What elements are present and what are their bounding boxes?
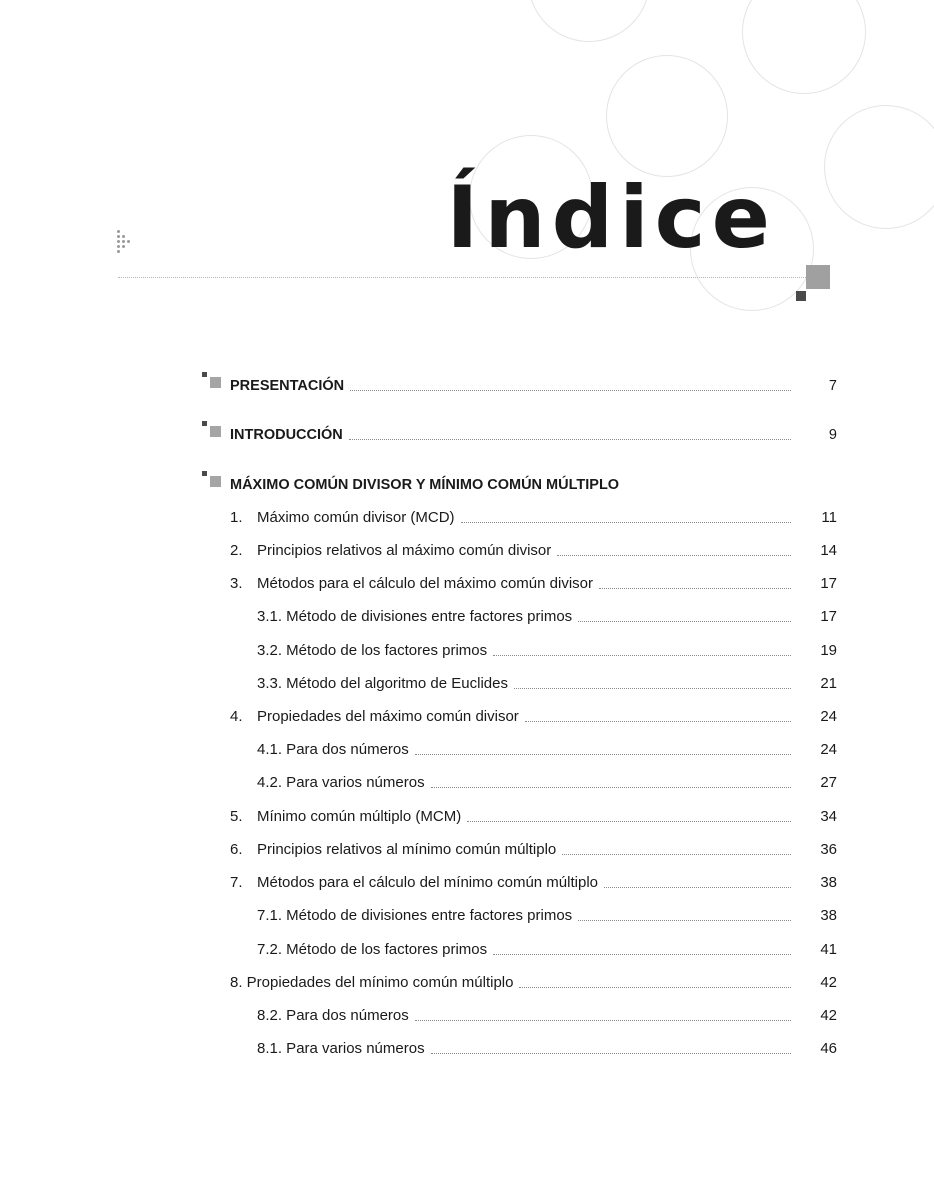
toc-entry-label: Principios relativos al máximo común divisor	[257, 542, 552, 559]
toc-entry-label: Métodos para el cálculo del mínimo común múltiplo	[257, 874, 598, 891]
toc-entry-page: 27	[820, 774, 837, 791]
dot-leader	[415, 1020, 791, 1021]
toc-entry-label: 7.2. Método de los factores primos	[257, 941, 488, 958]
dot-leader	[604, 887, 791, 888]
bullet-icon	[202, 372, 224, 388]
toc-entry-presentacion[interactable]	[230, 374, 837, 398]
toc-entry-label: INTRODUCCIÓN	[230, 427, 343, 443]
toc-entry[interactable]	[230, 838, 837, 862]
dot-leader	[493, 655, 791, 656]
dot-leader	[578, 920, 791, 921]
dot-leader	[578, 621, 791, 622]
toc-entry[interactable]	[230, 705, 837, 729]
toc-entry[interactable]	[230, 805, 837, 829]
toc-section-heading[interactable]	[230, 473, 837, 497]
bullet-icon	[202, 421, 224, 437]
toc-subentry[interactable]	[257, 672, 837, 696]
toc-entry-number: 6.	[230, 841, 243, 858]
toc-entry-introduccion[interactable]	[230, 423, 837, 447]
toc-entry-page: 9	[828, 427, 837, 443]
toc-entry-page: 38	[820, 907, 837, 924]
dot-leader	[350, 390, 791, 391]
dot-leader	[431, 787, 791, 788]
toc-entry-number: 3.	[230, 575, 243, 592]
toc-entry[interactable]	[230, 506, 837, 530]
toc-entry-label: 3.3. Método del algoritmo de Euclides	[257, 675, 508, 692]
toc-entry-page: 17	[820, 608, 837, 625]
toc-entry-page: 34	[820, 808, 837, 825]
dot-leader	[514, 688, 791, 689]
toc-entry-number: 5.	[230, 808, 243, 825]
toc-entry-label: 7.1. Método de divisiones entre factores primos	[257, 907, 573, 924]
toc-entry-number: 7.	[230, 874, 243, 891]
toc-entry-page: 24	[820, 741, 837, 758]
toc-subentry[interactable]	[257, 1004, 837, 1028]
toc-entry-page: 42	[820, 1007, 837, 1024]
toc-entry[interactable]	[230, 871, 837, 895]
dot-leader	[525, 721, 791, 722]
toc-entry-page: 11	[821, 509, 837, 526]
toc-entry-page: 14	[820, 542, 837, 559]
toc-entry-label: 8. Propiedades del mínimo común múltiplo	[230, 974, 514, 991]
toc-entry-page: 46	[820, 1040, 837, 1057]
toc-entry-number: 1.	[230, 509, 243, 526]
dot-leader	[467, 821, 791, 822]
toc-entry-page: 17	[820, 575, 837, 592]
toc-entry-label: 8.1. Para varios números	[257, 1040, 425, 1057]
toc-subentry[interactable]	[257, 938, 837, 962]
toc-entry-label: Principios relativos al mínimo común múltiplo	[257, 841, 557, 858]
toc-entry-label: Métodos para el cálculo del máximo común divisor	[257, 575, 593, 592]
toc-entry-label: 3.1. Método de divisiones entre factores primos	[257, 608, 573, 625]
dot-leader	[461, 522, 791, 523]
toc-entry-label: Mínimo común múltiplo (MCM)	[257, 808, 462, 825]
toc-entry-page: 7	[828, 378, 837, 394]
toc-entry-label: MÁXIMO COMÚN DIVISOR Y MÍNIMO COMÚN MÚLTIPLO	[230, 477, 620, 493]
page-title: Índice	[446, 168, 776, 268]
toc-entry-number: 4.	[230, 708, 243, 725]
dot-leader	[557, 555, 791, 556]
dot-leader	[519, 987, 791, 988]
toc-entry-label: Propiedades del máximo común divisor	[257, 708, 519, 725]
toc-entry-page: 38	[820, 874, 837, 891]
toc-entry-label: 4.1. Para dos números	[257, 741, 409, 758]
toc-subentry[interactable]	[257, 904, 837, 928]
toc-entry-page: 24	[820, 708, 837, 725]
toc-entry-page: 41	[820, 941, 837, 958]
toc-entry[interactable]	[230, 539, 837, 563]
toc-entry-number: 2.	[230, 542, 243, 559]
toc-entry-label: PRESENTACIÓN	[230, 378, 345, 394]
toc-entry[interactable]	[230, 572, 837, 596]
toc-entry-label: 3.2. Método de los factores primos	[257, 642, 488, 659]
dot-leader	[415, 754, 791, 755]
toc-entry-page: 19	[820, 642, 837, 659]
toc-subentry[interactable]	[257, 605, 837, 629]
bullet-icon	[202, 471, 224, 487]
dot-leader	[431, 1053, 791, 1054]
dot-leader	[599, 588, 791, 589]
toc-entry-label: 8.2. Para dos números	[257, 1007, 409, 1024]
dot-leader	[493, 954, 791, 955]
toc-subentry[interactable]	[257, 639, 837, 663]
toc-entry-page: 42	[820, 974, 837, 991]
toc-entry-page: 21	[820, 675, 837, 692]
toc-entry-page: 36	[820, 841, 837, 858]
toc-entry-label: 4.2. Para varios números	[257, 774, 425, 791]
dot-leader	[562, 854, 791, 855]
toc-subentry[interactable]	[257, 1037, 837, 1061]
toc-subentry[interactable]	[257, 738, 837, 762]
toc-subentry[interactable]	[257, 771, 837, 795]
dot-leader	[349, 439, 791, 440]
toc-entry[interactable]	[230, 971, 837, 995]
toc-entry-label: Máximo común divisor (MCD)	[257, 509, 455, 526]
